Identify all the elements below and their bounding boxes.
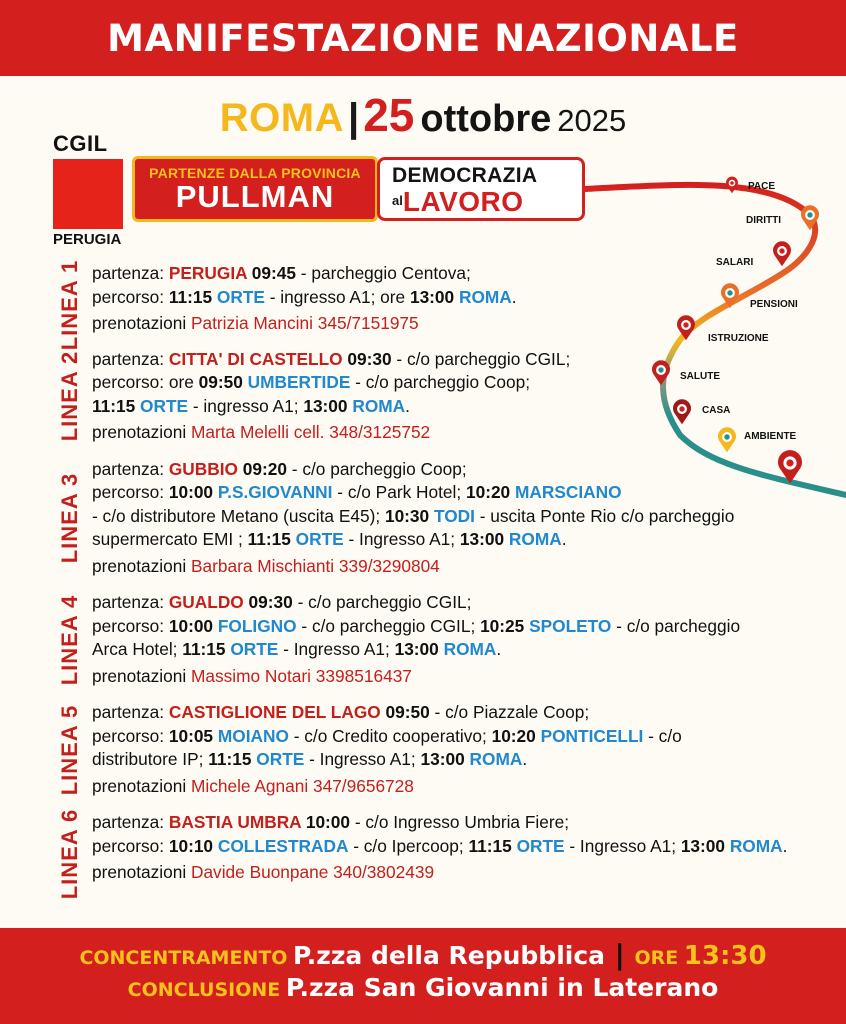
stop-city: ORTE: [516, 835, 565, 856]
concentramento-place: P.zza della Repubblica: [293, 941, 606, 970]
linea-details: [92, 591, 815, 688]
linea-label-text: LINEA 5: [57, 704, 82, 795]
logo-square: [53, 159, 123, 229]
footer-separator: |: [614, 938, 625, 971]
departure-city: PERUGIA: [168, 263, 247, 283]
route-text: .: [561, 529, 567, 549]
time: 10:10: [168, 835, 218, 856]
road-pin-icon: [726, 177, 738, 194]
linea-label: [55, 808, 85, 900]
linea-block: [55, 591, 815, 688]
route-text: Arca Hotel;: [92, 639, 183, 659]
route-text: - parcheggio Centova;: [295, 263, 471, 283]
route-text: .: [522, 749, 528, 769]
stop-city: P.S.GIOVANNI: [217, 482, 333, 502]
route-row: [92, 638, 815, 662]
linea-details: [92, 348, 815, 445]
logo-bottom-text: PERUGIA: [53, 231, 122, 248]
road-label: PENSIONI: [750, 299, 798, 310]
conclusione-place: P.zza San Giovanni in Laterano: [285, 973, 719, 1002]
concentramento-label: CONCENTRAMENTO: [79, 947, 288, 969]
dateline: [0, 88, 846, 142]
departure-city: GUALDO: [168, 592, 244, 612]
ore-label: ORE: [634, 947, 679, 969]
route-row: [92, 262, 815, 286]
route-row: [92, 835, 815, 859]
linea-label-text: LINEA 4: [57, 594, 82, 685]
route-row: [92, 395, 815, 419]
contact: Michele Agnani 347/9656728: [190, 775, 414, 796]
time: 11:15: [208, 749, 257, 769]
year: 2025: [557, 103, 627, 138]
route-text: partenza:: [92, 458, 169, 479]
prenotazioni-row: [92, 421, 815, 445]
time: 09:30: [342, 348, 392, 369]
route-text: partenza:: [92, 702, 169, 722]
route-text: partenza:: [92, 348, 169, 369]
stop-city: ORTE: [256, 749, 305, 769]
pullman-subtitle: PARTENZE DALLA PROVINCIA: [149, 165, 361, 181]
linea-details: [92, 458, 815, 579]
stop-city: UMBERTIDE: [247, 372, 351, 392]
route-row: [92, 701, 815, 725]
time: 10:05: [168, 725, 218, 746]
route-text: prenotazioni: [92, 775, 191, 796]
pullman-title: PULLMAN: [175, 179, 335, 214]
route-text: - c/o parcheggio Coop;: [287, 458, 467, 479]
route-text: partenza:: [92, 812, 169, 832]
pullman-badge: [132, 156, 378, 222]
road-label: SALUTE: [680, 371, 720, 382]
linea-label: [55, 348, 85, 445]
time: 09:20: [237, 458, 287, 479]
linea-details: [92, 262, 815, 336]
route-text: - c/o Credito cooperativo;: [288, 725, 492, 746]
route-text: - Ingresso A1;: [304, 749, 421, 769]
slogan-badge: [377, 157, 585, 221]
linea-label: [55, 591, 85, 688]
time: 10:00: [168, 482, 218, 502]
route-row: [92, 348, 815, 372]
linea-label-text: LINEA 6: [57, 808, 82, 900]
contact: Patrizia Mancini 345/7151975: [190, 313, 419, 333]
prenotazioni-row: [92, 555, 815, 579]
header-banner: [0, 0, 846, 76]
route-text: partenza:: [92, 592, 169, 612]
departure-city: CITTA' DI CASTELLO: [168, 348, 343, 369]
route-text: supermercato EMI ;: [92, 529, 248, 549]
prenotazioni-row: [92, 775, 815, 799]
road-label: ISTRUZIONE: [708, 333, 769, 344]
city: ROMA: [219, 96, 344, 140]
route-text: .: [496, 639, 502, 659]
route-text: distributore IP;: [92, 749, 209, 769]
linea-label: [55, 701, 85, 798]
route-text: - c/o Piazzale Coop;: [429, 702, 590, 722]
stop-city: ROMA: [729, 835, 783, 856]
contact: Massimo Notari 3398516437: [190, 665, 412, 686]
route-text: partenza:: [92, 263, 169, 283]
route-row: [92, 371, 815, 395]
route-text: .: [511, 286, 517, 307]
stop-city: FOLIGNO: [217, 615, 297, 636]
road-label: DIRITTI: [746, 215, 781, 226]
route-text: .: [405, 395, 410, 416]
route-text: prenotazioni: [92, 313, 191, 333]
route-row: [92, 748, 815, 772]
time: 13:00: [459, 529, 509, 549]
stop-city: MOIANO: [217, 725, 289, 746]
route-text: prenotazioni: [92, 422, 191, 442]
contact: Marta Melelli cell. 348/3125752: [190, 422, 431, 442]
linea-block: [55, 348, 815, 445]
time: 13:00: [394, 639, 444, 659]
stop-city: TODI: [433, 505, 475, 526]
time: 13:00: [420, 749, 470, 769]
prenotazioni-row: [92, 665, 815, 689]
prenotazioni-row: [92, 312, 815, 336]
route-row: [92, 811, 815, 835]
route-text: - c/o Park Hotel;: [332, 482, 466, 502]
time: 09:50: [198, 372, 248, 392]
road-label: AMBIENTE: [744, 431, 797, 442]
stop-city: ORTE: [216, 286, 265, 307]
time: 09:50: [380, 702, 430, 722]
footer-row-conclusione: [0, 973, 846, 1002]
departure-lines: [55, 259, 815, 900]
time: 10:00: [168, 615, 218, 636]
slogan-lavoro: LAVORO: [402, 186, 524, 217]
month: ottobre: [420, 98, 552, 140]
time: 11:15: [468, 835, 517, 856]
day: 25: [363, 89, 415, 141]
time: 13:00: [680, 835, 730, 856]
cgil-logo: [53, 133, 123, 248]
time: 10:20: [465, 482, 515, 502]
route-text: .: [782, 835, 788, 856]
linea-label-text: LINEA 3: [57, 472, 82, 564]
road-label: PACE: [748, 181, 776, 192]
route-text: - c/o parcheggio CGIL;: [296, 615, 481, 636]
route-row: [92, 458, 815, 482]
route-text: percorso:: [92, 482, 169, 502]
conclusione-label: CONCLUSIONE: [127, 979, 281, 1001]
route-row: [92, 528, 815, 552]
route-text: - c/o: [643, 725, 682, 746]
logo-top-text: CGIL: [53, 131, 108, 156]
stop-city: ROMA: [352, 395, 406, 416]
linea-block: [55, 808, 815, 900]
time: 11:15: [168, 286, 217, 307]
header-title: MANIFESTAZIONE NAZIONALE: [107, 16, 739, 60]
stop-city: ROMA: [469, 749, 523, 769]
footer-row-concentramento: [0, 938, 846, 971]
dateline-separator: |: [348, 96, 360, 140]
route-text: - Ingresso A1;: [343, 529, 460, 549]
slogan-line2: [392, 186, 582, 218]
time: 13:00: [409, 286, 459, 307]
linea-label: [55, 259, 85, 351]
route-text: percorso:: [92, 286, 169, 307]
route-text: - c/o parcheggio: [611, 615, 741, 636]
route-text: - Ingresso A1;: [564, 835, 681, 856]
route-text: percorso:: [92, 835, 169, 856]
stop-city: COLLESTRADA: [217, 835, 349, 856]
stop-city: ROMA: [458, 286, 512, 307]
route-text: - c/o Ipercoop;: [348, 835, 469, 856]
stop-city: ORTE: [230, 639, 279, 659]
footer-banner: [0, 928, 846, 1024]
time: 10:00: [301, 812, 351, 832]
route-row: [92, 725, 815, 749]
time: 10:30: [384, 505, 434, 526]
stop-city: MARSCIANO: [514, 482, 622, 502]
route-row: [92, 615, 815, 639]
route-row: [92, 286, 815, 310]
time: 09:30: [243, 592, 293, 612]
time: 11:15: [92, 395, 141, 416]
departure-city: GUBBIO: [168, 458, 238, 479]
route-text: prenotazioni: [92, 862, 191, 882]
stop-city: ROMA: [508, 529, 562, 549]
time: 10:25: [480, 615, 530, 636]
linea-block: [55, 701, 815, 798]
stop-city: ROMA: [443, 639, 497, 659]
time: 11:15: [247, 529, 296, 549]
route-text: - c/o parcheggio CGIL;: [292, 592, 472, 612]
route-row: [92, 505, 815, 529]
linea-details: [92, 811, 815, 885]
stop-city: ORTE: [140, 395, 189, 416]
prenotazioni-row: [92, 861, 815, 885]
time: 09:45: [246, 263, 296, 283]
route-row: [92, 481, 815, 505]
route-text: - c/o distributore Metano (uscita E45);: [92, 505, 385, 526]
linea-block: [55, 458, 815, 579]
route-row: [92, 591, 815, 615]
route-text: percorso: ore: [92, 372, 199, 392]
contact: Barbara Mischianti 339/3290804: [190, 555, 440, 576]
departure-city: CASTIGLIONE DEL LAGO: [168, 702, 381, 722]
time: 10:20: [491, 725, 541, 746]
route-text: prenotazioni: [92, 665, 191, 686]
route-text: - ingresso A1; ore: [264, 286, 410, 307]
route-text: - c/o parcheggio Coop;: [350, 372, 531, 392]
stop-city: SPOLETO: [529, 615, 612, 636]
road-label: SALARI: [716, 257, 754, 268]
route-text: percorso:: [92, 725, 169, 746]
route-text: prenotazioni: [92, 555, 191, 576]
slogan-al: al: [392, 193, 403, 208]
departure-city: BASTIA UMBRA: [168, 812, 302, 832]
route-text: - uscita Ponte Rio c/o parcheggio: [474, 505, 735, 526]
route-text: - c/o parcheggio CGIL;: [391, 348, 571, 369]
route-text: - c/o Ingresso Umbria Fiere;: [350, 812, 570, 832]
route-text: - Ingresso A1;: [278, 639, 395, 659]
stop-city: PONTICELLI: [540, 725, 644, 746]
contact: Davide Buonpane 340/3802439: [190, 862, 435, 882]
route-text: - ingresso A1;: [188, 395, 304, 416]
route-text: percorso:: [92, 615, 169, 636]
linea-label-text: LINEA 1: [57, 259, 82, 351]
stop-city: ORTE: [295, 529, 344, 549]
linea-details: [92, 701, 815, 798]
slogan-line1: DEMOCRAZIA: [392, 164, 538, 187]
linea-label-text: LINEA 2: [57, 350, 82, 442]
road-label: CASA: [702, 405, 731, 416]
ore-value: 13:30: [683, 941, 767, 971]
time: 11:15: [182, 639, 231, 659]
linea-label: [55, 458, 85, 579]
time: 13:00: [303, 395, 353, 416]
